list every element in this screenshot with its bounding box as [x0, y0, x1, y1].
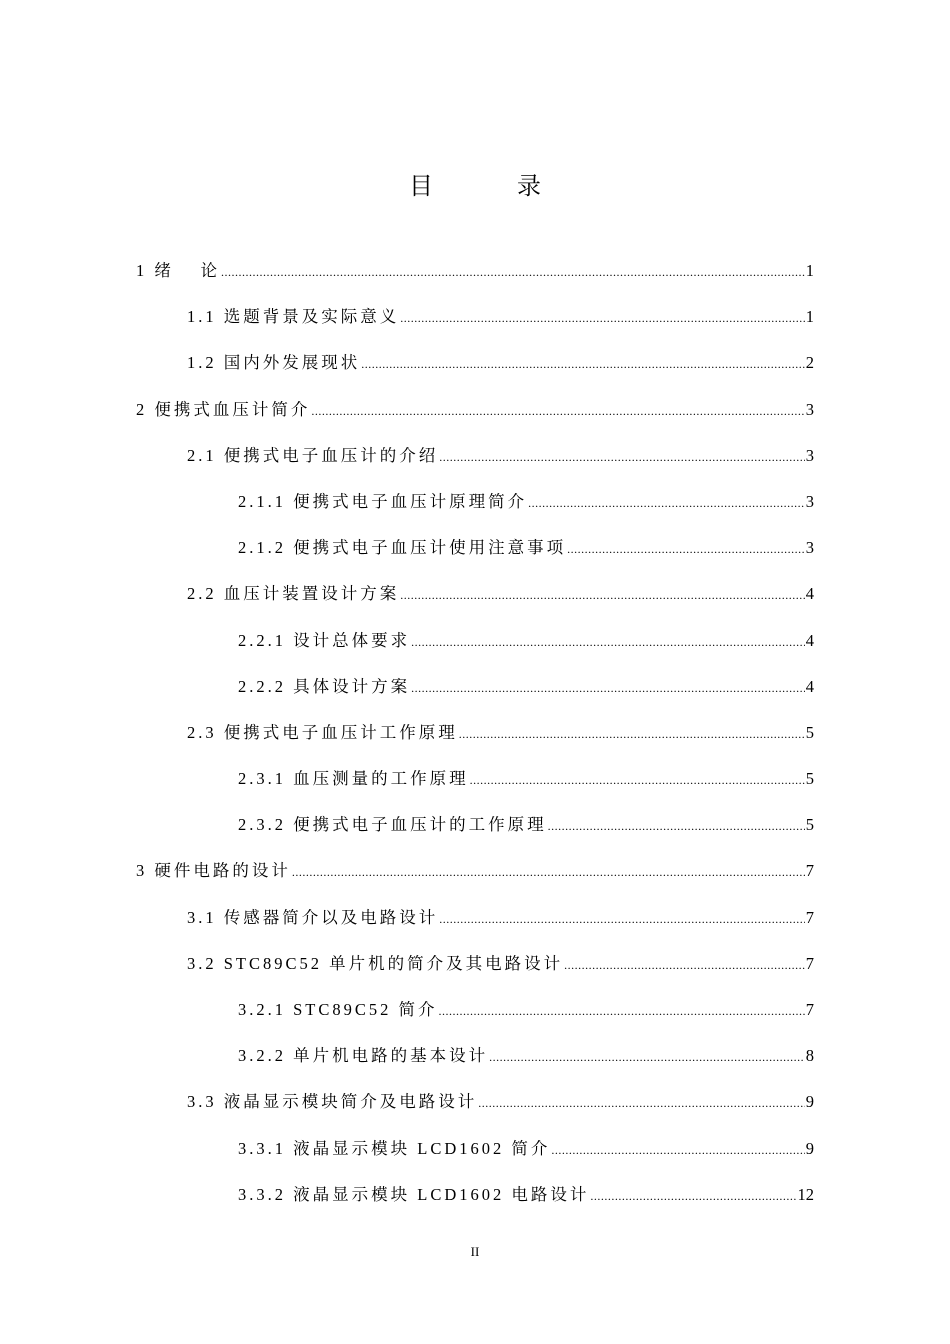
toc-entry-title: 3.2 STC89C52 单片机的简介及其电路设计 [187, 953, 564, 973]
toc-entry-line [136, 259, 814, 284]
toc-entry-line [238, 998, 814, 1023]
toc-entry-page: 2 [805, 353, 814, 373]
toc-entry-line [238, 629, 814, 654]
toc-entry-line [136, 859, 814, 884]
toc-dot-leader [400, 306, 805, 330]
toc-entry-line [187, 305, 814, 330]
toc-entry-title: 1 绪 论 [136, 261, 220, 280]
table-of-contents [0, 259, 950, 1229]
toc-entry-line [187, 1090, 814, 1115]
toc-entry-page: 3 [805, 538, 814, 558]
toc-entry[interactable] [0, 859, 950, 905]
toc-entry[interactable] [0, 444, 950, 490]
toc-entry-page: 3 [805, 491, 814, 511]
toc-dot-leader [478, 1091, 805, 1115]
toc-entry-page: 5 [805, 815, 814, 835]
toc-entry-title: 3.3.1 液晶显示模块 LCD1602 简介 [238, 1138, 551, 1158]
toc-entry-page: 9 [805, 1138, 814, 1158]
page-title: 目 录 [409, 172, 571, 200]
toc-entry[interactable] [0, 629, 950, 675]
toc-dot-leader [590, 1184, 796, 1208]
toc-entry-title: 2.3.1 血压测量的工作原理 [238, 769, 469, 789]
toc-entry-page: 5 [805, 722, 814, 742]
toc-entry-page: 3 [805, 399, 814, 419]
toc-dot-leader [411, 630, 805, 654]
toc-entry-page: 4 [805, 676, 814, 696]
toc-entry-page: 4 [805, 584, 814, 604]
toc-dot-leader [548, 814, 805, 838]
toc-dot-leader [489, 1045, 805, 1069]
toc-entry-title: 1.1 选题背景及实际意义 [187, 307, 400, 327]
toc-entry[interactable] [0, 1137, 950, 1183]
toc-entry-line [238, 1183, 814, 1208]
toc-entry[interactable] [0, 1183, 950, 1229]
toc-entry-title: 2.1.2 便携式电子血压计使用注意事项 [238, 538, 567, 558]
toc-entry[interactable] [0, 305, 950, 351]
toc-dot-leader [400, 583, 805, 607]
toc-entry-title: 2.3.2 便携式电子血压计的工作原理 [238, 815, 547, 835]
toc-entry-page: 7 [805, 953, 814, 973]
toc-entry-title: 3.2.2 单片机电路的基本设计 [238, 1046, 489, 1066]
toc-entry[interactable] [0, 998, 950, 1044]
toc-entry[interactable] [0, 952, 950, 998]
toc-entry[interactable] [0, 259, 950, 305]
toc-entry[interactable] [0, 351, 950, 397]
toc-entry-title: 2 便携式血压计简介 [136, 399, 311, 419]
toc-entry-page: 12 [797, 1184, 814, 1204]
toc-entry-title: 3.2.1 STC89C52 简介 [238, 1000, 438, 1019]
toc-entry-line [238, 767, 814, 792]
toc-entry-line [187, 444, 814, 469]
toc-entry-title: 2.1 便携式电子血压计的介绍 [187, 445, 439, 465]
toc-entry-line [187, 351, 814, 376]
toc-entry-page: 7 [805, 907, 814, 927]
toc-entry-line [238, 490, 814, 515]
toc-entry-line [238, 1137, 814, 1162]
toc-entry-line [238, 1044, 814, 1069]
toc-entry-title: 1.2 国内外发展现状 [187, 353, 361, 373]
page-number: II [470, 1244, 480, 1259]
toc-entry-page: 1 [805, 261, 814, 280]
toc-entry-line [187, 721, 814, 746]
toc-entry-page: 7 [805, 1000, 814, 1019]
toc-dot-leader [439, 907, 805, 931]
toc-entry-title: 2.2 血压计装置设计方案 [187, 584, 400, 604]
toc-dot-leader [551, 1138, 804, 1162]
toc-dot-leader [439, 999, 805, 1023]
toc-entry-page: 7 [805, 861, 814, 881]
toc-entry-title: 3 硬件电路的设计 [136, 861, 291, 881]
toc-entry[interactable] [0, 398, 950, 444]
toc-entry-line [238, 813, 814, 838]
toc-entry[interactable] [0, 813, 950, 859]
toc-entry-line [187, 952, 814, 977]
toc-entry-page: 3 [805, 445, 814, 465]
toc-dot-leader [528, 491, 805, 515]
toc-entry-title: 3.3 液晶显示模块简介及电路设计 [187, 1092, 478, 1112]
toc-entry[interactable] [0, 1044, 950, 1090]
toc-dot-leader [470, 768, 805, 792]
toc-dot-leader [459, 722, 805, 746]
toc-entry-line [238, 536, 814, 561]
toc-entry-title: 3.1 传感器简介以及电路设计 [187, 907, 439, 927]
toc-entry-line [238, 675, 814, 700]
toc-entry-page: 1 [805, 307, 814, 327]
toc-entry-title: 2.1.1 便携式电子血压计原理简介 [238, 491, 528, 511]
toc-entry-line [187, 906, 814, 931]
toc-entry[interactable] [0, 675, 950, 721]
toc-entry-line [187, 582, 814, 607]
toc-entry[interactable] [0, 767, 950, 813]
toc-dot-leader [567, 537, 805, 561]
toc-entry-page: 8 [805, 1046, 814, 1066]
toc-entry-title: 3.3.2 液晶显示模块 LCD1602 电路设计 [238, 1184, 590, 1204]
toc-entry-title: 2.2.2 具体设计方案 [238, 676, 411, 696]
toc-dot-leader [411, 676, 805, 700]
toc-entry[interactable] [0, 1090, 950, 1136]
toc-entry-page: 4 [805, 630, 814, 650]
toc-entry[interactable] [0, 490, 950, 536]
toc-entry-line [136, 398, 814, 423]
toc-entry[interactable] [0, 582, 950, 628]
toc-dot-leader [361, 352, 805, 376]
toc-entry[interactable] [0, 536, 950, 582]
toc-entry-page: 5 [805, 769, 814, 789]
toc-entry-title: 2.2.1 设计总体要求 [238, 630, 411, 650]
toc-entry-page: 9 [805, 1092, 814, 1112]
toc-entry-title: 2.3 便携式电子血压计工作原理 [187, 722, 458, 742]
toc-entry[interactable] [0, 721, 950, 767]
toc-entry[interactable] [0, 906, 950, 952]
toc-dot-leader [292, 860, 805, 884]
toc-dot-leader [311, 399, 804, 423]
toc-dot-leader [564, 953, 805, 977]
toc-dot-leader [439, 445, 805, 469]
toc-dot-leader [221, 260, 805, 284]
